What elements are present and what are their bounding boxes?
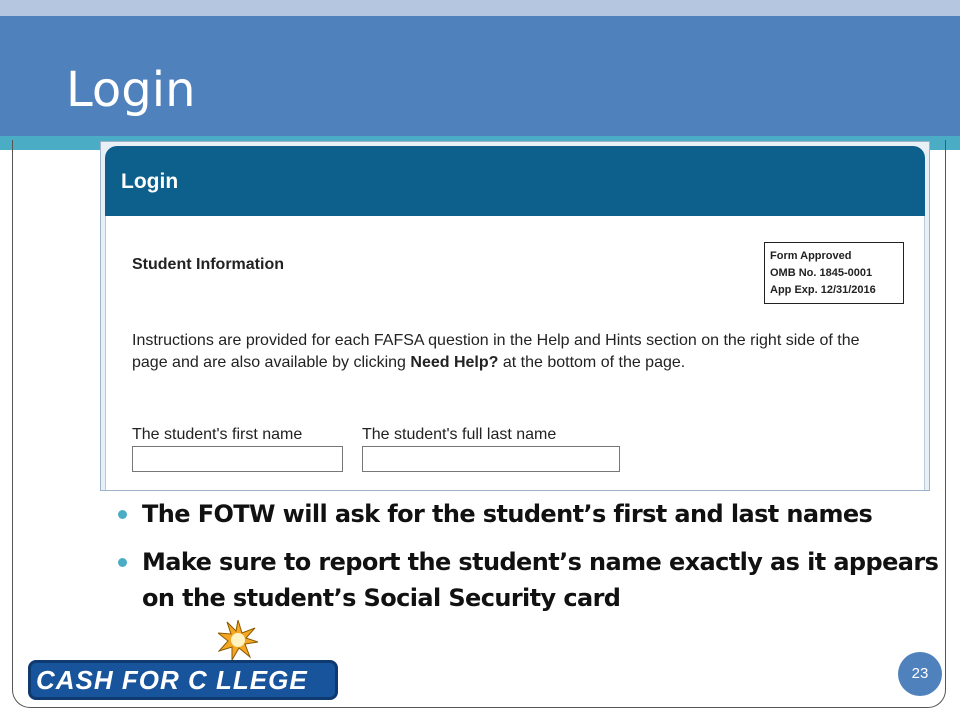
slide-title: Login [66, 62, 196, 118]
instructions-text-start: Instructions are provided for each FAFSA question in the Help and Hints section on the right side of the page and are also available by clicking [132, 332, 860, 371]
form-approval-box [764, 242, 904, 304]
bullet-text: The FOTW will ask for the student’s first and last names [142, 500, 873, 528]
bullet-text: Make sure to report the student’s name exactly as it appears on the student’s Social Security card [142, 548, 939, 612]
bullet-dot-icon [118, 510, 127, 519]
login-panel-body [105, 216, 925, 491]
page-number-badge: 23 [898, 652, 942, 696]
login-panel-header [105, 146, 925, 216]
bullet-list [118, 496, 948, 628]
cash-for-college-logo [22, 620, 342, 706]
top-strip [0, 0, 960, 16]
student-information-heading: Student Information [132, 256, 284, 273]
login-panel-title: Login [121, 170, 179, 193]
login-screenshot [100, 141, 930, 491]
last-name-input[interactable] [362, 446, 620, 472]
need-help-link[interactable]: Need Help? [410, 354, 499, 371]
starburst-icon [218, 620, 258, 660]
first-name-input[interactable] [132, 446, 343, 472]
logo-text: CASH FOR C LLEGE [36, 665, 308, 695]
bullet-item [118, 496, 948, 532]
approval-line-2: OMB No. 1845-0001 [770, 267, 873, 279]
instructions-text [132, 330, 892, 374]
bullet-dot-icon [118, 558, 127, 567]
approval-line-3: App Exp. 12/31/2016 [770, 284, 876, 296]
bullet-item [118, 544, 948, 616]
last-name-label: The student's full last name [362, 426, 557, 443]
instructions-text-end: at the bottom of the page. [498, 354, 686, 371]
approval-line-1: Form Approved [770, 250, 852, 262]
first-name-label: The student's first name [132, 426, 303, 443]
